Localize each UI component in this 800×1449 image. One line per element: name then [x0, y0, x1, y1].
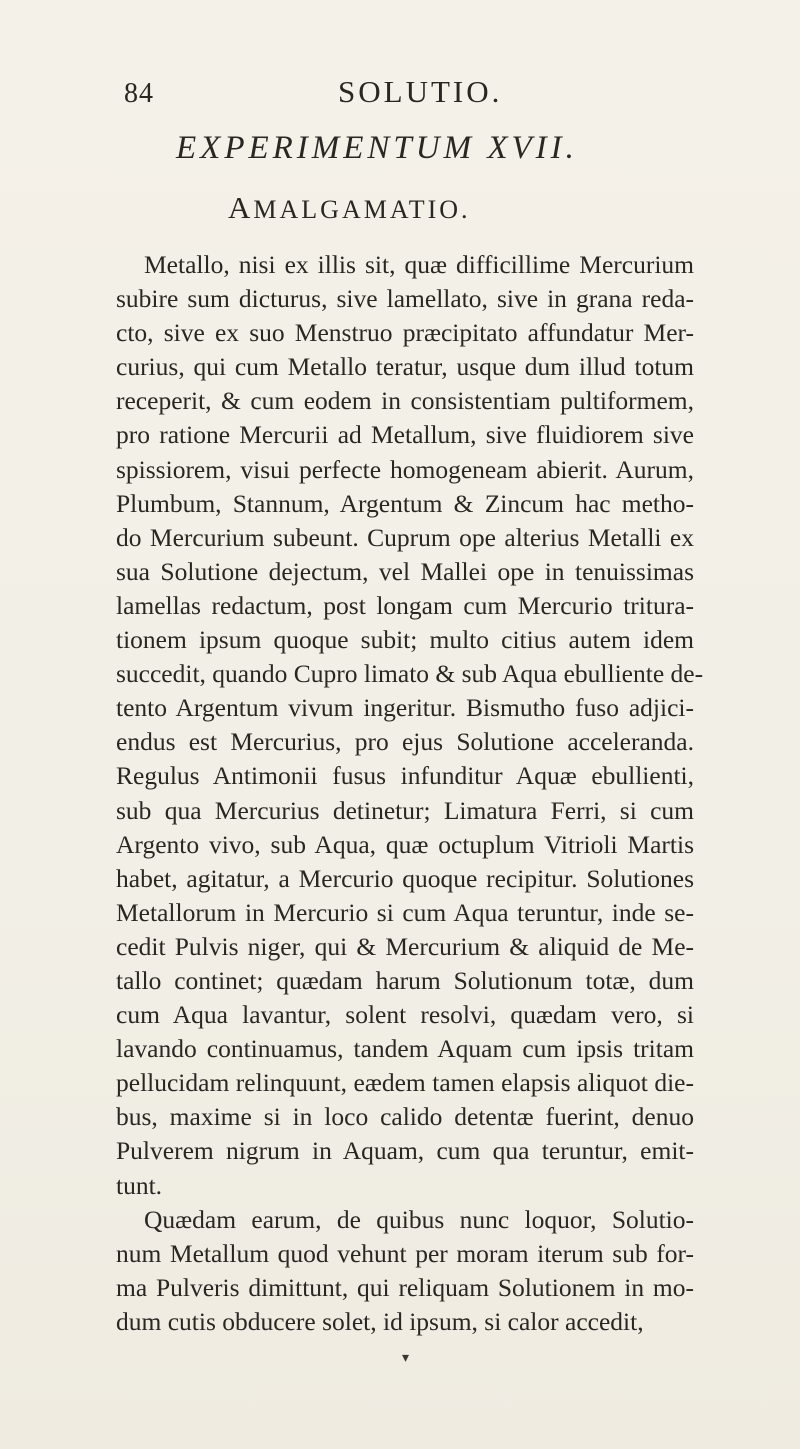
catchword-mark: ▾	[402, 1351, 410, 1366]
subtitle-initial: A	[228, 190, 254, 225]
text-line: tunt.	[116, 1170, 163, 1200]
text-line: tallo continet; quædam harum Solutionum totæ, dum	[116, 965, 694, 995]
text-line: Metallo, nisi ex illis sit, quæ difficillime Mercurium	[144, 250, 694, 279]
text-line: sub qua Mercurius detinetur; Limatura Ferri, si cum	[116, 795, 694, 825]
text-line: tento Argentum vivum ingeritur. Bismutho fuso adjici-	[116, 693, 694, 723]
section-subtitle	[228, 190, 471, 226]
text-line: endus est Mercurius, pro ejus Solutione acceleranda.	[116, 727, 694, 757]
page-number: 84	[124, 78, 154, 109]
text-line: succedit, quando Cupro limato & sub Aqua ebulliente de-	[116, 659, 704, 689]
experiment-title: EXPERIMENTUM XVII.	[176, 130, 578, 166]
text-line: pellucidam relinquunt, eædem tamen elapsis aliquot die-	[116, 1068, 694, 1098]
page-header	[0, 72, 800, 120]
subtitle-rest: MALGAMATIO.	[253, 195, 471, 224]
text-line: Pulverem nigrum in Aquam, cum qua teruntur, emit-	[116, 1136, 694, 1166]
text-line: do Mercurium subeunt. Cuprum ope alterius Metalli ex	[116, 522, 694, 552]
text-line: Metallorum in Mercurio si cum Aqua teruntur, inde se-	[116, 897, 694, 927]
text-line: cum Aqua lavantur, solent resolvi, quædam vero, si	[116, 1000, 694, 1030]
text-line: bus, maxime si in loco calido detentæ fuerint, denuo	[116, 1102, 694, 1132]
text-line: num Metallum quod vehunt per moram iterum sub for-	[116, 1238, 694, 1268]
text-line: dum cutis obducere solet, id ipsum, si calor accedit,	[116, 1306, 644, 1336]
paragraph	[116, 248, 704, 1203]
body-text	[116, 248, 704, 1339]
text-line: spissiorem, visui perfecte homogeneam abierit. Aurum,	[116, 454, 694, 484]
text-line: Quædam earum, de quibus nunc loquor, Solutio-	[144, 1204, 694, 1234]
text-line: pro ratione Mercurii ad Metallum, sive fluidiorem sive	[116, 420, 694, 450]
text-line: habet, agitatur, a Mercurio quoque recipitur. Solutiones	[116, 863, 694, 893]
text-line: curius, qui cum Metallo teratur, usque dum illud totum	[116, 352, 694, 382]
text-line: cedit Pulvis niger, qui & Mercurium & aliquid de Me-	[116, 931, 694, 961]
paragraph	[116, 1203, 694, 1339]
text-line: Argento vivo, sub Aqua, quæ octuplum Vitrioli Martis	[116, 829, 694, 859]
running-head: SOLUTIO.	[338, 74, 503, 109]
text-line: Plumbum, Stannum, Argentum & Zincum hac metho-	[116, 488, 694, 518]
text-line: cto, sive ex suo Menstruo præcipitato affundatur Mer-	[116, 318, 694, 348]
text-line: subire sum dicturus, sive lamellato, sive in grana reda-	[116, 284, 694, 314]
text-line: tionem ipsum quoque subit; multo citius autem idem	[116, 625, 694, 655]
text-line: lamellas redactum, post longam cum Mercurio tritura-	[116, 590, 694, 620]
text-line: sua Solutione dejectum, vel Mallei ope in tenuissimas	[116, 556, 694, 586]
text-line: Regulus Antimonii fusus infunditur Aquæ ebullienti,	[116, 761, 694, 791]
text-line: ma Pulveris dimittunt, qui reliquam Solutionem in mo-	[116, 1272, 694, 1302]
text-line: receperit, & cum eodem in consistentiam pultiformem,	[116, 386, 694, 416]
text-line: lavando continuamus, tandem Aquam cum ipsis tritam	[116, 1034, 694, 1064]
